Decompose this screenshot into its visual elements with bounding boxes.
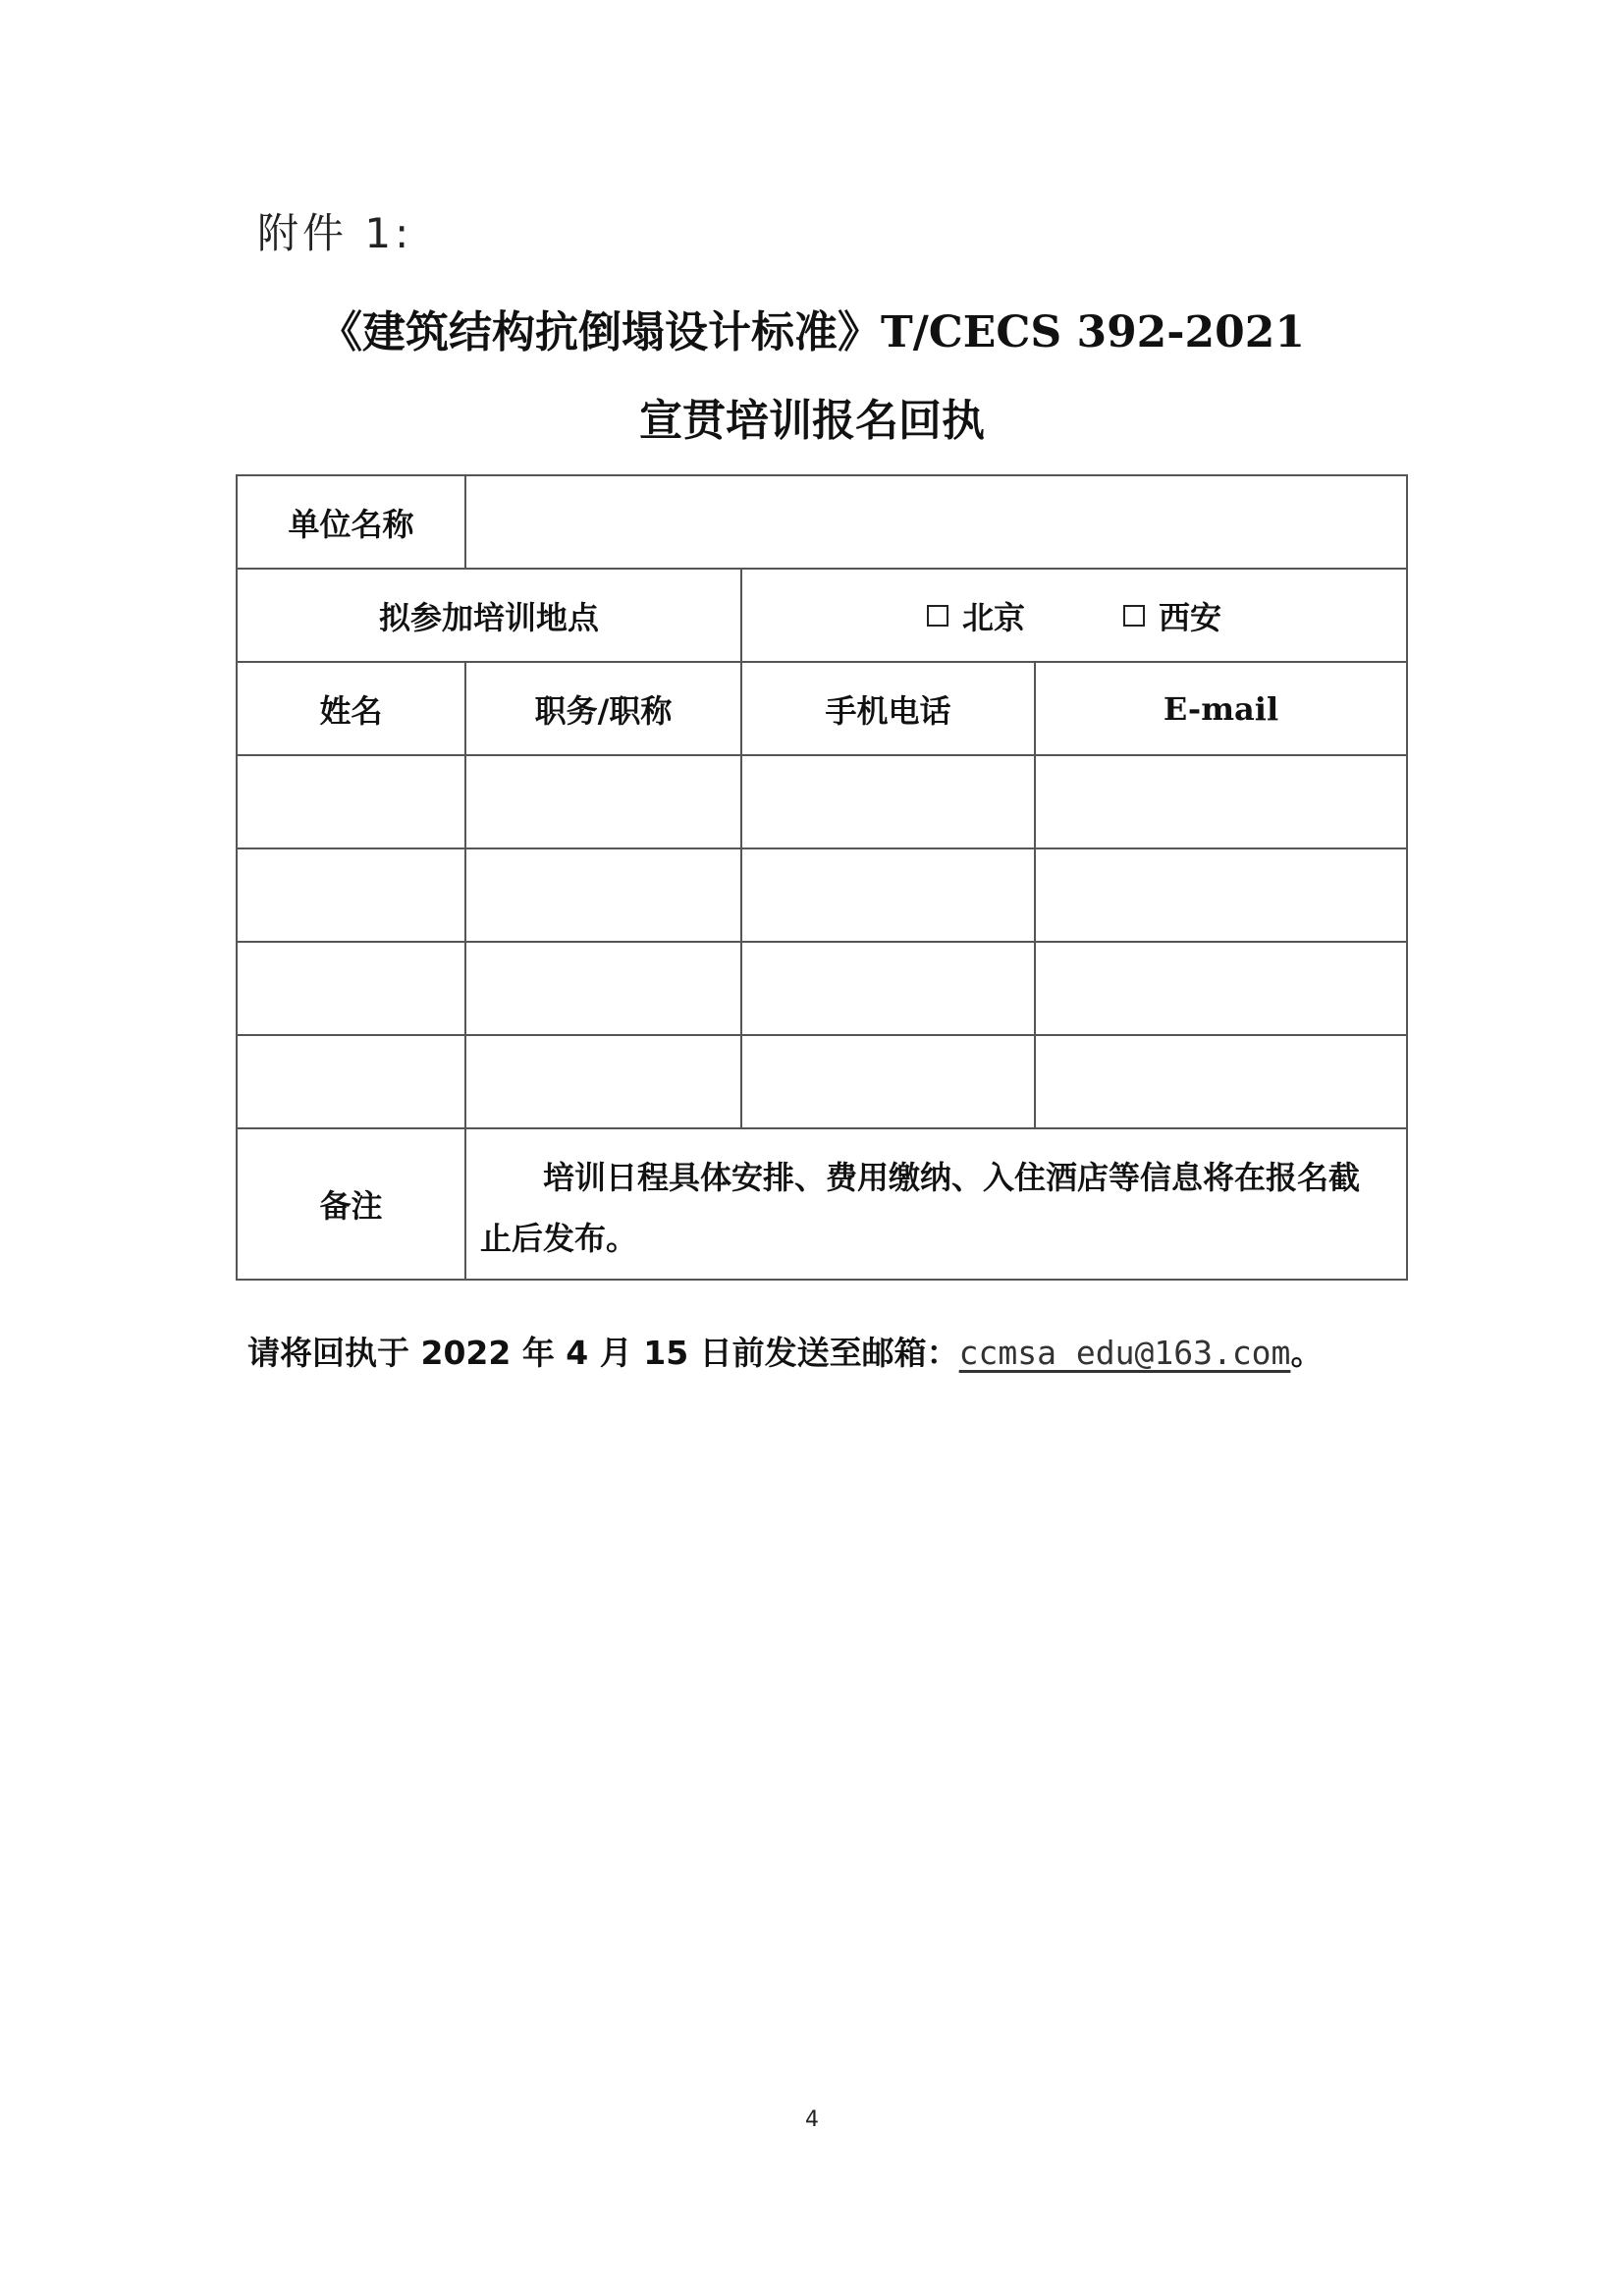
column-header-position: 职务/职称 <box>465 662 741 755</box>
email-cell[interactable] <box>1035 942 1407 1035</box>
org-name-field[interactable] <box>465 475 1407 569</box>
position-cell[interactable] <box>465 755 741 848</box>
email-cell[interactable] <box>1035 755 1407 848</box>
phone-cell[interactable] <box>741 755 1035 848</box>
email-link[interactable]: ccmsa_edu@163.com <box>958 1334 1291 1372</box>
name-cell[interactable] <box>237 942 465 1035</box>
email-cell[interactable] <box>1035 848 1407 942</box>
document-subtitle: 宣贯培训报名回执 <box>639 396 985 446</box>
position-cell[interactable] <box>465 1035 741 1128</box>
position-cell[interactable] <box>465 848 741 942</box>
remark-label: 备注 <box>237 1128 465 1280</box>
location-row <box>237 569 1407 662</box>
document-title: 《建筑结构抗倒塌设计标准》T/CECS 392-2021 <box>318 307 1306 357</box>
column-header-row <box>237 662 1407 755</box>
org-row <box>237 475 1407 569</box>
submission-note-text: 请将回执于 2022 年 4 月 15 日前发送至邮箱： <box>247 1334 959 1372</box>
table-row <box>237 942 1407 1035</box>
submission-note <box>247 1328 1323 1374</box>
remark-row <box>237 1128 1407 1280</box>
location-label: 拟参加培训地点 <box>237 569 741 662</box>
table-row <box>237 848 1407 942</box>
table-row <box>237 755 1407 848</box>
org-label: 单位名称 <box>237 475 465 569</box>
location-option-label: 北京 <box>962 598 1026 636</box>
phone-cell[interactable] <box>741 942 1035 1035</box>
column-header-phone: 手机电话 <box>741 662 1035 755</box>
column-header-email: E-mail <box>1035 662 1407 755</box>
name-cell[interactable] <box>237 1035 465 1128</box>
phone-cell[interactable] <box>741 848 1035 942</box>
column-header-name: 姓名 <box>237 662 465 755</box>
table-row <box>237 1035 1407 1128</box>
attachment-label: 附件 1: <box>257 209 413 257</box>
name-cell[interactable] <box>237 755 465 848</box>
checkbox-icon[interactable] <box>1123 605 1145 627</box>
page-number: 4 <box>805 2107 819 2132</box>
location-option-xian[interactable] <box>1123 593 1221 638</box>
submission-note-end: 。 <box>1290 1334 1324 1372</box>
position-cell[interactable] <box>465 942 741 1035</box>
name-cell[interactable] <box>237 848 465 942</box>
registration-form-table <box>236 474 1408 1281</box>
checkbox-icon[interactable] <box>927 605 948 627</box>
location-options-cell <box>741 569 1407 662</box>
remark-cell <box>465 1128 1407 1280</box>
location-option-label: 西安 <box>1159 598 1222 636</box>
remark-text: 培训日程具体安排、费用缴纳、入住酒店等信息将在报名截止后发布。 <box>480 1159 1361 1257</box>
phone-cell[interactable] <box>741 1035 1035 1128</box>
email-cell[interactable] <box>1035 1035 1407 1128</box>
location-option-beijing[interactable] <box>927 593 1025 638</box>
